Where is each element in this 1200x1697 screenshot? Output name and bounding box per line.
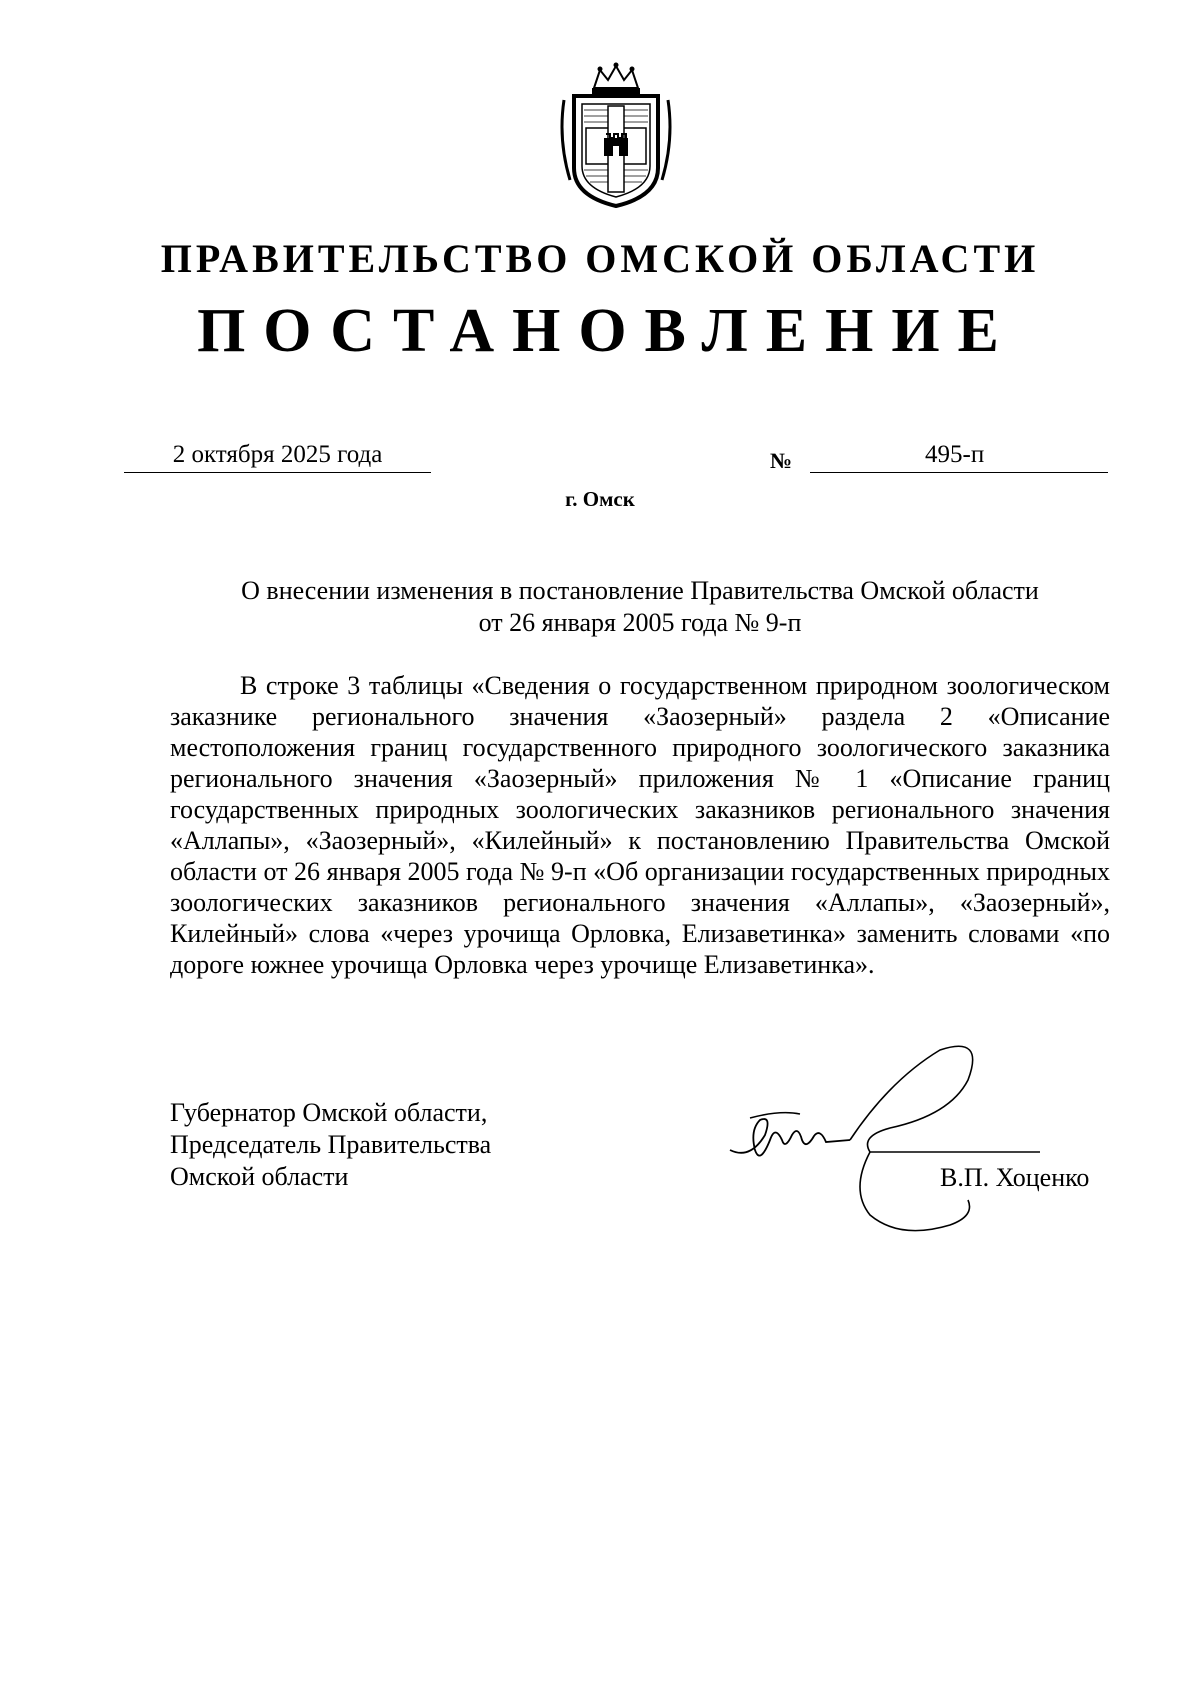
document-type-title: ПОСТАНОВЛЕНИЕ [197,297,1017,365]
city-label: г. Омск [565,487,635,511]
signer-position-line-1: Губернатор Омской области, [170,1098,488,1127]
document-date: 2 октября 2025 года [124,440,431,473]
signer-position-line-2: Председатель Правительства [170,1130,492,1159]
handwritten-signature [710,1040,1050,1240]
number-sign-label: № [770,448,793,473]
document-number-field [810,440,1108,473]
signer-position [170,1097,491,1193]
subject-line-2: от 26 января 2005 года № 9-п [478,608,802,637]
subject-line-1: О внесении изменения в постановление Правительства Омской области [241,576,1039,605]
signer-position-line-3: Омской области [170,1162,349,1191]
body-paragraph: В строке 3 таблицы «Сведения о государственном природном зоологическом заказнике регионального значения «Заозерный» раздела 2 «Описание местоположения границ государственного природного зоологического заказника регионального значения «Заозерный» приложения № 1 «Описание границ государственных природных зоологических заказников регионального значения «Аллапы», «Заозерный», «Килейный» к постановлению Правительства Омской области от 26 января 2005 года № 9-п «Об организации государственных природных зоологических заказников регионального значения «Аллапы», «Заозерный», Килейный» слова «через урочища Орловка, Елизаветинка» заменить словами «по дороге южнее урочища Орловка через урочище Елизаветинка». [170,671,1110,979]
organization-title: ПРАВИТЕЛЬСТВО ОМСКОЙ ОБЛАСТИ [160,236,1040,281]
document-number: 495-п [925,441,985,468]
signer-name: В.П. Хоценко [940,1163,1090,1192]
document-subject [170,575,1110,639]
coat-of-arms-icon [556,60,676,210]
